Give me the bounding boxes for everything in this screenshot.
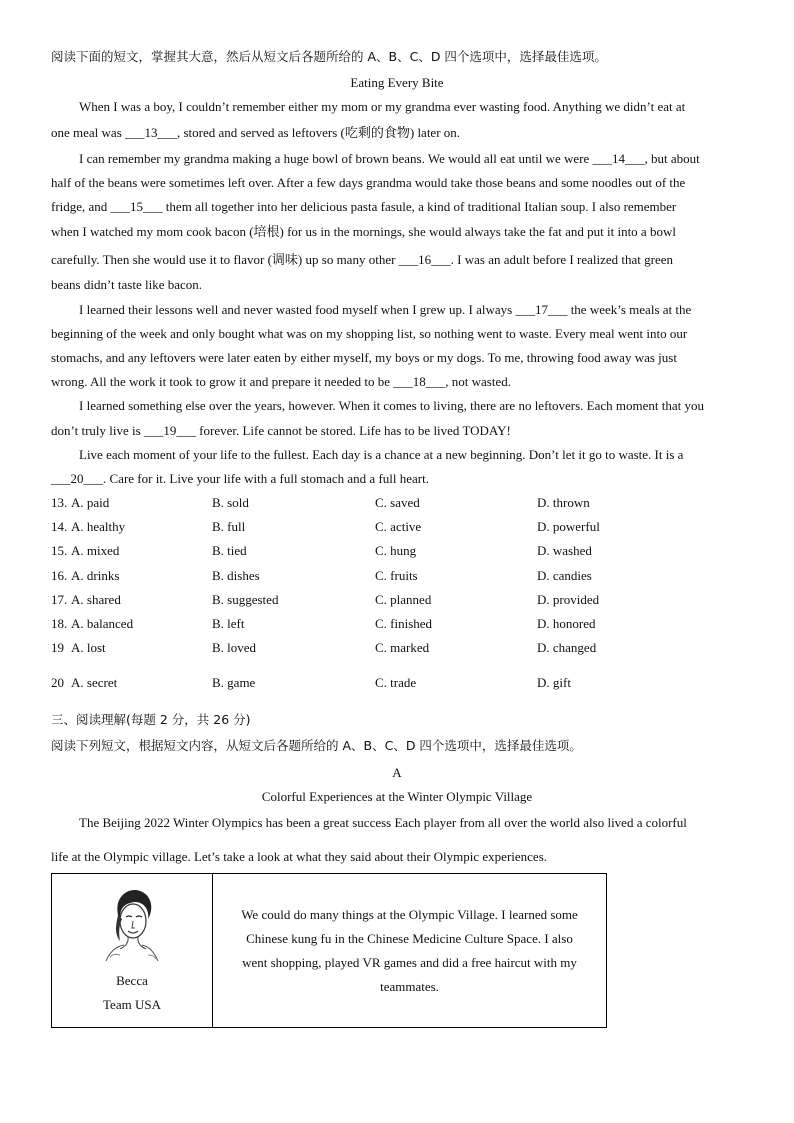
- option-c: C. hung: [375, 543, 417, 558]
- passage-line: The Beijing 2022 Winter Olympics has been a great success Each player from all over the world also lived a colorful: [79, 815, 687, 830]
- option-d: D. powerful: [537, 519, 600, 534]
- option-c: C. planned: [375, 592, 432, 607]
- option-b: B. suggested: [212, 592, 279, 607]
- question-number: 20: [51, 675, 64, 690]
- option-c: C. trade: [375, 675, 417, 690]
- option-a: A. healthy: [71, 519, 126, 534]
- option-b: B. game: [212, 675, 256, 690]
- athlete-portrait: [100, 885, 164, 963]
- instruction-reading: 阅读下列短文，根据短文内容，从短文后各题所给的 A、B、C、D 四个选项中，选择最佳选项。: [51, 738, 582, 753]
- passage-title: Colorful Experiences at the Winter Olympic Village: [261, 789, 533, 804]
- option-a: A. balanced: [71, 616, 134, 631]
- section-heading: 三、阅读理解(每题 2 分，共 26 分): [51, 712, 251, 727]
- cloze-line: I learned something else over the years, however. When it comes to living, there are no leftovers. Each moment that you: [79, 398, 705, 413]
- option-d: D. honored: [537, 616, 596, 631]
- cloze-line: When I was a boy, I couldn’t remember either my mom or my grandma ever wasting food. Anything we didn’t eat at: [79, 99, 686, 114]
- cloze-line: beginning of the week and only bought what was on my shopping list, so nothing went to waste. Every meal went into our: [51, 326, 688, 341]
- cloze-line: I learned their lessons well and never wasted food myself when I grew up. I always ___17___ the week’s meals at the: [79, 302, 692, 317]
- option-a: A. lost: [71, 640, 106, 655]
- athlete-name: Becca: [116, 972, 148, 988]
- cloze-line: ___20___. Care for it. Live your life with a full stomach and a full heart.: [51, 471, 429, 486]
- cloze-line: half of the beans were sometimes left over. After a few days grandma would take those beans and some noodles out of the: [51, 175, 686, 190]
- table-row: [52, 874, 607, 1028]
- option-d: D. thrown: [537, 495, 590, 510]
- athlete-team: Team USA: [103, 996, 161, 1012]
- quote-line: We could do many things at the Olympic Village. I learned some: [241, 906, 578, 922]
- option-d: D. gift: [537, 675, 571, 690]
- option-d: D. candies: [537, 568, 592, 583]
- option-c: C. finished: [375, 616, 433, 631]
- option-b: B. loved: [212, 640, 257, 655]
- cloze-line: when I watched my mom cook bacon (培根) for us in the mornings, she would always take the fat and put it into a bowl: [51, 224, 676, 239]
- option-a: A. shared: [71, 592, 121, 607]
- option-b: B. dishes: [212, 568, 260, 583]
- question-number: 17.: [51, 592, 68, 607]
- instruction-cloze: 阅读下面的短文，掌握其大意，然后从短文后各题所给的 A、B、C、D 四个选项中，选择最佳选项。: [51, 49, 607, 64]
- athlete-quote: [213, 874, 607, 1028]
- question-number: 16.: [51, 568, 68, 583]
- cloze-line: stomachs, and any leftovers were later eaten by either myself, my boys or my dogs. To me, throwing food away was just: [51, 350, 677, 365]
- quote-line: Chinese kung fu in the Chinese Medicine Culture Space. I also: [246, 930, 573, 946]
- passage-line: life at the Olympic village. Let’s take a look at what they said about their Olympic experiences.: [51, 849, 548, 864]
- question-number: 19: [51, 640, 64, 655]
- option-c: C. marked: [375, 640, 430, 655]
- option-c: C. fruits: [375, 568, 418, 583]
- athlete-cell: [52, 874, 213, 1028]
- cloze-line: wrong. All the work it took to grow it and prepare it needed to be ___18___, not wasted.: [51, 374, 511, 389]
- option-b: B. sold: [212, 495, 249, 510]
- question-number: 13.: [51, 495, 68, 510]
- cloze-line: one meal was ___13___, stored and served as leftovers (吃剩的食物) later on.: [51, 125, 461, 140]
- question-number: 14.: [51, 519, 68, 534]
- athlete-table: [51, 873, 607, 1028]
- option-a: A. drinks: [71, 568, 120, 583]
- option-c: C. active: [375, 519, 422, 534]
- cloze-line: Live each moment of your life to the fullest. Each day is a chance at a new beginning. Don’t let it go to waste. It is a: [79, 447, 684, 462]
- option-c: C. saved: [375, 495, 420, 510]
- passage-letter: A: [392, 765, 402, 780]
- option-a: A. paid: [71, 495, 110, 510]
- option-b: B. tied: [212, 543, 247, 558]
- cloze-line: fridge, and ___15___ them all together into her delicious pasta fasule, a kind of traditional Italian soup. I also remember: [51, 199, 677, 214]
- quote-line: teammates.: [380, 978, 439, 994]
- option-a: A. secret: [71, 675, 118, 690]
- option-b: B. full: [212, 519, 246, 534]
- question-number: 15.: [51, 543, 68, 558]
- option-a: A. mixed: [71, 543, 120, 558]
- cloze-line: carefully. Then she would use it to flavor (调味) up so many other ___16___. I was an adult before I realized that green: [51, 252, 674, 267]
- quote-line: went shopping, played VR games and did a free haircut with my: [242, 954, 577, 970]
- option-b: B. left: [212, 616, 245, 631]
- option-d: D. changed: [537, 640, 597, 655]
- cloze-line: beans didn’t taste like bacon.: [51, 277, 203, 292]
- option-d: D. provided: [537, 592, 600, 607]
- cloze-line: don’t truly live is ___19___ forever. Life cannot be stored. Life has to be lived TODAY!: [51, 423, 511, 438]
- option-d: D. washed: [537, 543, 592, 558]
- question-number: 18.: [51, 616, 68, 631]
- cloze-title: Eating Every Bite: [350, 75, 444, 90]
- cloze-line: I can remember my grandma making a huge bowl of brown beans. We would all eat until we were ___14___, but about: [79, 151, 700, 166]
